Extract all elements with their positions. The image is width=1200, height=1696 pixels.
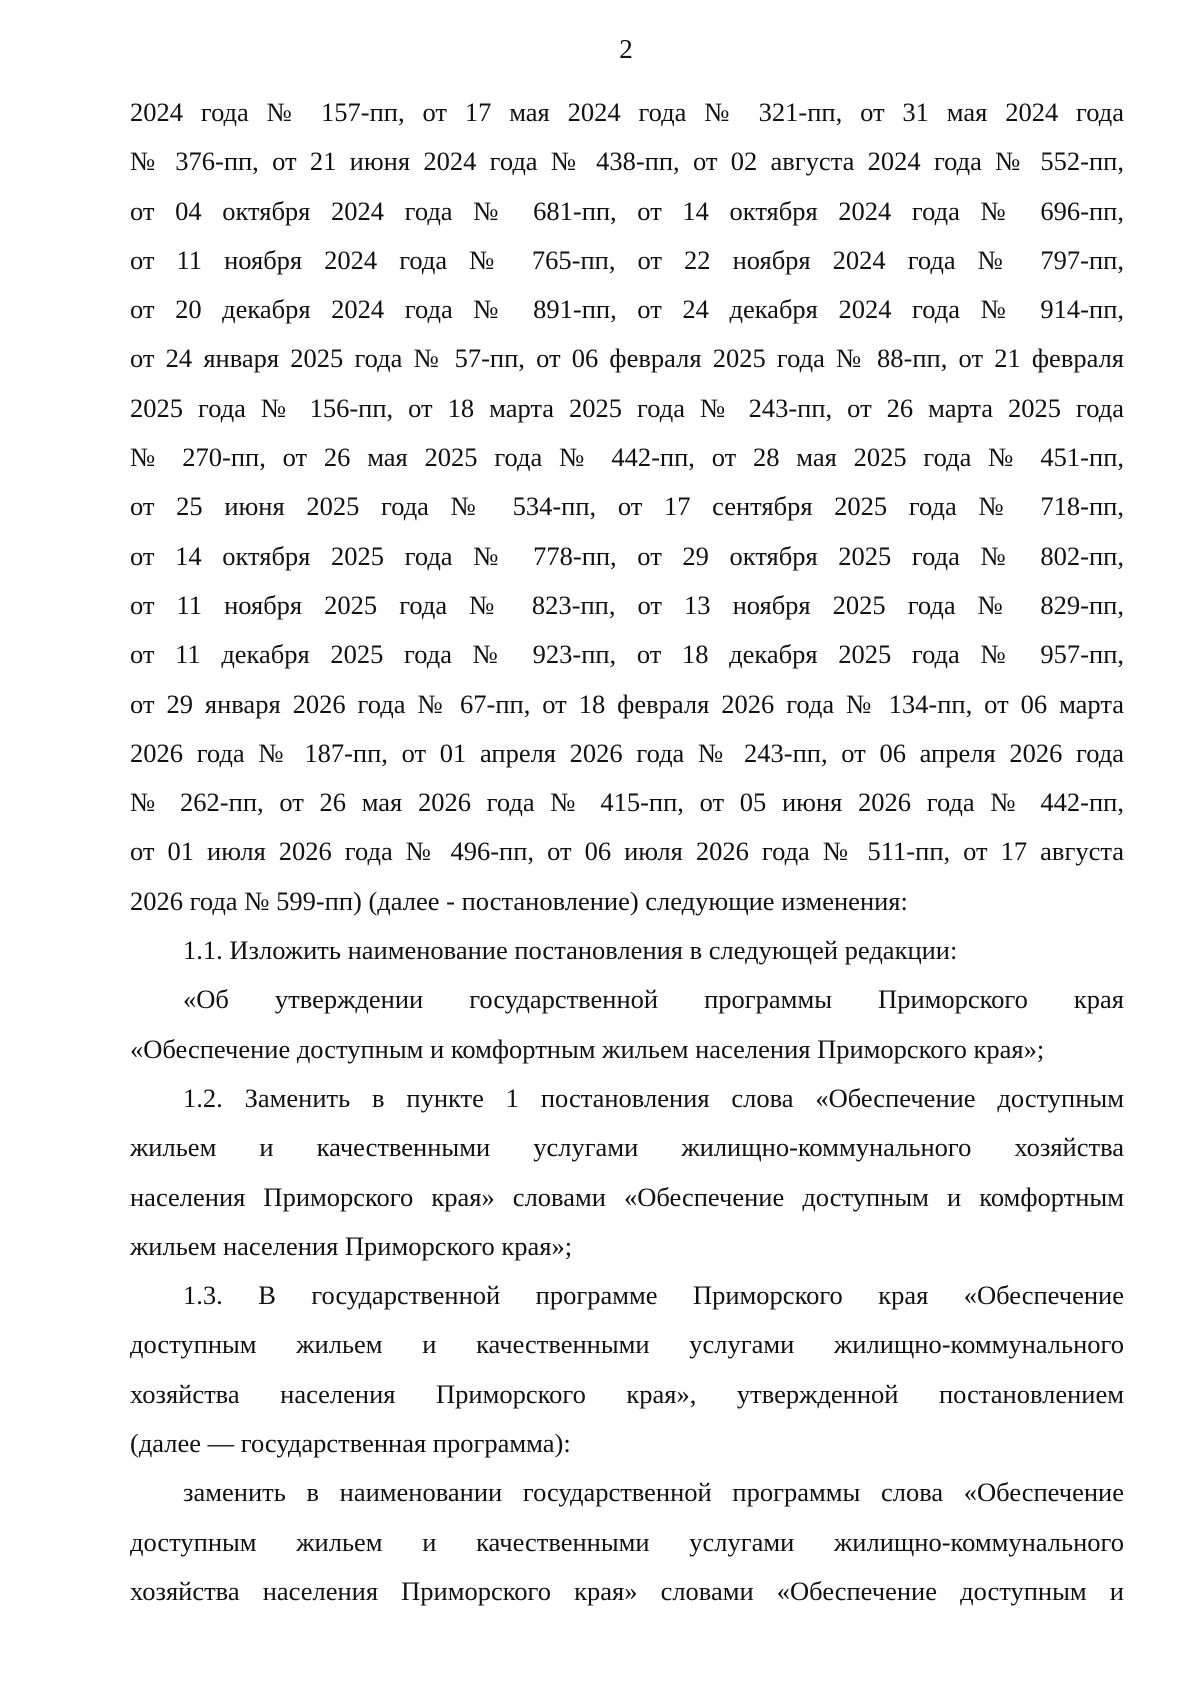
text-line: (далее — государственная программа):	[130, 1428, 571, 1459]
text-line: 1.1. Изложить наименование постановления в следующей редакции:	[183, 935, 958, 966]
text-line: доступным жильем и качественными услугами жилищно-коммунального	[130, 1526, 1124, 1557]
text-line: хозяйства населения Приморского края» словами «Обеспечение доступным и	[130, 1575, 1124, 1606]
text-line: 1.2. Заменить в пункте 1 постановления слова «Обеспечение доступным	[183, 1082, 1124, 1113]
text-line: населения Приморского края» словами «Обеспечение доступным и комфортным	[130, 1181, 1124, 1212]
text-line: от 25 июня 2025 года № 534-пп, от 17 сентября 2025 года № 718-пп,	[130, 491, 1124, 522]
text-line: № 270-пп, от 26 мая 2025 года № 442-пп, от 28 мая 2025 года № 451-пп,	[130, 442, 1124, 473]
text-line: от 04 октября 2024 года № 681-пп, от 14 октября 2024 года № 696-пп,	[130, 195, 1124, 226]
text-line: жильем населения Приморского края»;	[130, 1230, 573, 1261]
text-line: № 376-пп, от 21 июня 2024 года № 438-пп, от 02 августа 2024 года № 552-пп,	[130, 146, 1124, 177]
text-line: 1.3. В государственной программе Приморского края «Обеспечение	[183, 1280, 1124, 1311]
page-number: 2	[619, 34, 633, 64]
text-line: от 29 января 2026 года № 67-пп, от 18 февраля 2026 года № 134-пп, от 06 марта	[130, 688, 1124, 719]
text-line: 2026 года № 187-пп, от 01 апреля 2026 года № 243-пп, от 06 апреля 2026 года	[130, 737, 1124, 768]
document-body	[130, 88, 1124, 1616]
text-line: от 01 июля 2026 года № 496-пп, от 06 июля 2026 года № 511-пп, от 17 августа	[130, 836, 1124, 867]
text-line: № 262-пп, от 26 мая 2026 года № 415-пп, от 05 июня 2026 года № 442-пп,	[130, 787, 1124, 818]
text-line: от 11 ноября 2025 года № 823-пп, от 13 ноября 2025 года № 829-пп,	[130, 589, 1124, 620]
text-line: 2026 года № 599-пп) (далее - постановление) следующие изменения:	[130, 885, 908, 916]
text-line: жильем и качественными услугами жилищно-коммунального хозяйства	[130, 1132, 1124, 1163]
text-line: от 20 декабря 2024 года № 891-пп, от 24 декабря 2024 года № 914-пп,	[130, 294, 1124, 325]
text-line: от 24 января 2025 года № 57-пп, от 06 февраля 2025 года № 88-пп, от 21 февраля	[130, 343, 1124, 374]
text-line: от 14 октября 2025 года № 778-пп, от 29 октября 2025 года № 802-пп,	[130, 540, 1124, 571]
text-line: «Обеспечение доступным и комфортным жильем населения Приморского края»;	[130, 1033, 1045, 1064]
text-line: заменить в наименовании государственной программы слова «Обеспечение	[183, 1477, 1124, 1508]
text-line: доступным жильем и качественными услугами жилищно-коммунального	[130, 1329, 1124, 1360]
text-line: 2025 года № 156-пп, от 18 марта 2025 года № 243-пп, от 26 марта 2025 года	[130, 392, 1124, 423]
text-line: 2024 года № 157-пп, от 17 мая 2024 года № 321-пп, от 31 мая 2024 года	[130, 97, 1124, 127]
text-line: от 11 декабря 2025 года № 923-пп, от 18 декабря 2025 года № 957-пп,	[130, 639, 1124, 670]
text-line: «Об утверждении государственной программы Приморского края	[183, 984, 1124, 1015]
text-line: от 11 ноября 2024 года № 765-пп, от 22 ноября 2024 года № 797-пп,	[130, 244, 1124, 275]
text-line: хозяйства населения Приморского края», утвержденной постановлением	[130, 1378, 1124, 1409]
